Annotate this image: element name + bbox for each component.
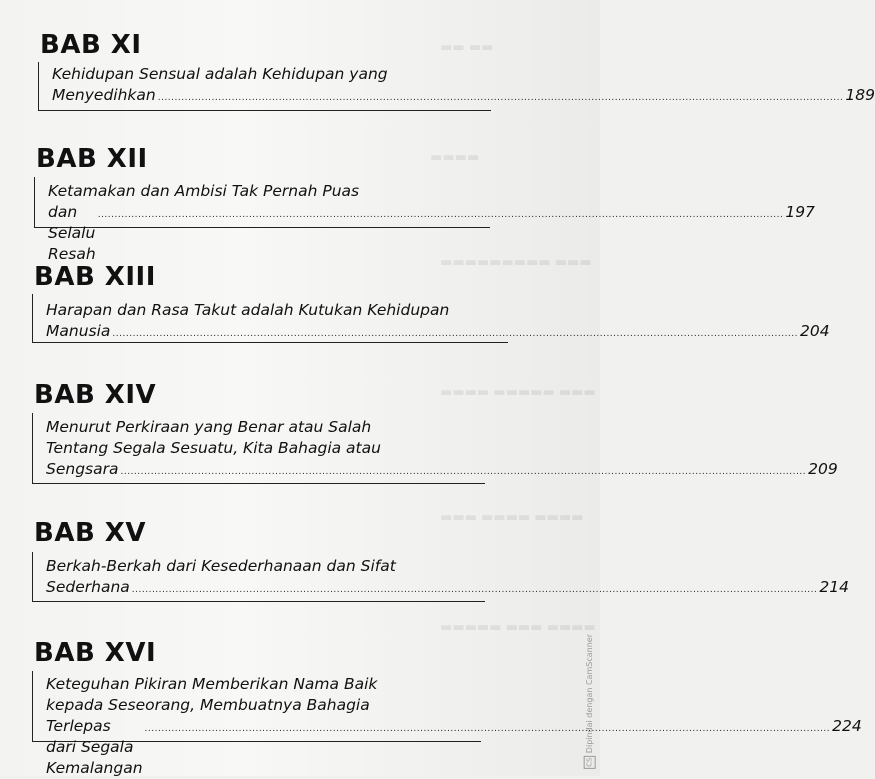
page-number: 224: [832, 717, 862, 735]
chapter-heading: BAB XII: [36, 144, 148, 174]
toc-entry-line: Tentang Segala Sesuatu, Kita Bahagia atau: [46, 439, 381, 457]
watermark-text: Dipindai dengan CamScanner: [584, 633, 594, 753]
chapter-heading: BAB XVI: [34, 638, 157, 668]
dot-leader: ............................................................................................................................................................................................................: [157, 93, 844, 103]
page-number: 197: [785, 203, 815, 221]
chapter-heading: BAB XIV: [34, 380, 157, 410]
toc-entry-line: Menyedihkan: [52, 86, 156, 104]
chapter-bab-xi: [40, 30, 142, 60]
dot-leader: ............................................................................................................................................................................................................: [97, 210, 784, 220]
toc-entry-line: Kehidupan Sensual adalah Kehidupan yang: [52, 65, 388, 83]
bleed-through-decoration: ▬▬ ▬▬: [440, 40, 494, 55]
toc-entry: [46, 556, 849, 601]
chapter-bab-xvi: [34, 638, 156, 668]
chapter-bab-xii: [36, 144, 148, 174]
toc-entry-line: Sengsara: [46, 460, 119, 478]
chapter-heading: BAB XIII: [34, 262, 156, 292]
toc-entry-line: Menurut Perkiraan yang Benar atau Salah: [46, 418, 372, 436]
toc-entry-line: Harapan dan Rasa Takut adalah Kutukan Kehidupan: [46, 301, 450, 319]
bleed-through-decoration: ▬▬▬ ▬▬▬▬▬ ▬▬▬▬: [440, 385, 596, 400]
dot-leader: ............................................................................................................................................................................................................: [144, 724, 831, 734]
toc-entry: [46, 300, 830, 345]
toc-entry-line: dan Selalu Resah: [48, 203, 96, 263]
chapter-heading: BAB XI: [40, 30, 142, 60]
toc-entry-line: kepada Seseorang, Membuatnya Bahagia: [46, 696, 370, 714]
toc-entry-line: Manusia: [46, 322, 111, 340]
toc-entry-line: Keteguhan Pikiran Memberikan Nama Baik: [46, 675, 378, 693]
dot-leader: ............................................................................................................................................................................................................: [131, 585, 818, 595]
page-number: 209: [808, 460, 838, 478]
bleed-through-decoration: ▬▬▬ ▬▬▬▬▬▬▬▬▬: [440, 255, 592, 270]
camscanner-logo-icon: CS: [585, 757, 594, 767]
toc-entry-line: Berkah-Berkah dari Kesederhanaan dan Sifat: [46, 557, 396, 575]
chapter-bab-xiv: [34, 380, 156, 410]
scanner-watermark: [583, 634, 596, 768]
toc-entry-line: Ketamakan dan Ambisi Tak Pernah Puas: [48, 182, 360, 200]
chapter-bab-xv: [34, 518, 146, 548]
chapter-heading: BAB XV: [34, 518, 146, 548]
dot-leader: ............................................................................................................................................................................................................: [112, 329, 799, 339]
toc-entry-line: Terlepas dari Segala Kemalangan: [46, 717, 143, 777]
page-number: 189: [845, 86, 875, 104]
bleed-through-decoration: ▬▬▬▬: [430, 150, 480, 165]
dot-leader: ............................................................................................................................................................................................................: [120, 467, 807, 477]
bleed-through-decoration: ▬▬▬▬ ▬▬▬ ▬▬▬▬▬: [440, 620, 596, 635]
toc-entry: [52, 64, 875, 109]
page-number: 204: [800, 322, 830, 340]
toc-entry-line: Sederhana: [46, 578, 130, 596]
toc-entry: [46, 417, 838, 483]
bleed-through-decoration: ▬▬▬▬ ▬▬▬▬ ▬▬▬: [440, 510, 584, 525]
toc-entry: [48, 181, 815, 265]
page-number: 214: [819, 578, 849, 596]
chapter-bab-xiii: [34, 262, 156, 292]
